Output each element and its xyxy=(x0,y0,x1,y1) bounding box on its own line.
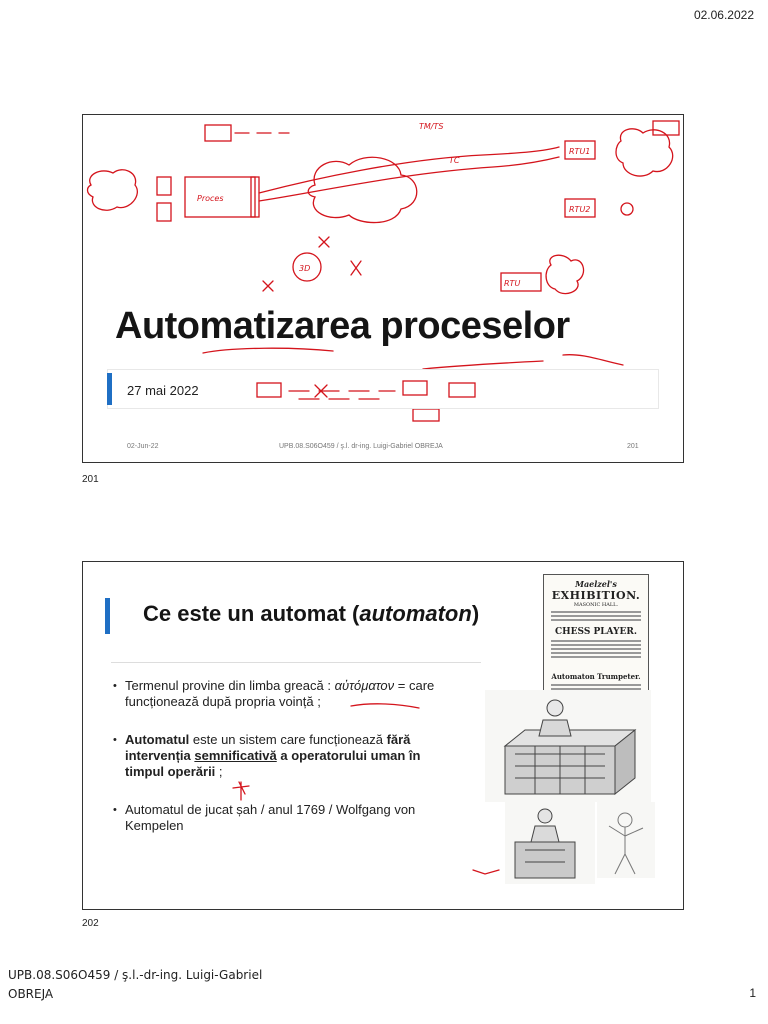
slide-202 xyxy=(82,561,684,910)
chess-automaton-engraving xyxy=(485,690,651,802)
bullet-chess-automaton: • Automatul de jucat șah / anul 1769 / Wolfgang von Kempelen xyxy=(113,802,453,834)
page-footer-author: UPB.08.S06O459 / ş.l.-dr-ing. Luigi-Gabriel OBREJA xyxy=(8,968,263,1001)
slide-subtitle: 27 mai 2022 xyxy=(127,383,199,398)
slide-201 xyxy=(82,114,684,463)
mechanism-sketch xyxy=(597,802,655,878)
slide-footer-date: 02-Jun-22 xyxy=(127,443,159,450)
slide-footer-number: 201 xyxy=(627,443,639,450)
exhibition-poster: Maelzel's EXHIBITION. MASONIC HALL. CHESS PLAYER. Automaton Trumpeter. xyxy=(543,574,649,744)
page-number: 1 xyxy=(749,986,756,1000)
annotation-tm-ts: TM/TS xyxy=(419,122,444,131)
slide-title: Ce este un automat (automaton) xyxy=(143,601,480,626)
slide-footer-author: UPB.08.S06O459 / ş.l. dr-ing. Luigi-Gabriel OBREJA xyxy=(279,443,443,450)
annotation-3d: 3D xyxy=(299,264,311,273)
title-divider xyxy=(111,662,481,663)
bullet-etymology: • Termenul provine din limba greacă : αὐτόματον = care funcționează după propria voință ; xyxy=(113,678,453,710)
bullet-definition: • Automatul este un sistem care funcționează fără intervenția semnificativă a operatorului uman în timpul operării ; xyxy=(113,732,453,780)
annotation-rtu: RTU xyxy=(504,279,521,288)
annotation-rtu2: RTU2 xyxy=(569,205,591,214)
bullet-list xyxy=(113,678,453,856)
slide-number-label: 202 xyxy=(82,918,99,929)
annotation-proces: Proces xyxy=(197,194,224,203)
handwritten-annotations xyxy=(83,115,684,463)
automaton-figure-engraving xyxy=(505,802,595,884)
slide-title: Automatizarea proceselor xyxy=(115,305,570,347)
accent-bar xyxy=(107,373,112,405)
annotation-tc: TC xyxy=(449,156,460,165)
accent-bar xyxy=(105,598,110,634)
page-date: 02.06.2022 xyxy=(693,8,754,22)
annotation-rtu1: RTU1 xyxy=(569,147,591,156)
slide-number-label: 201 xyxy=(82,474,99,485)
